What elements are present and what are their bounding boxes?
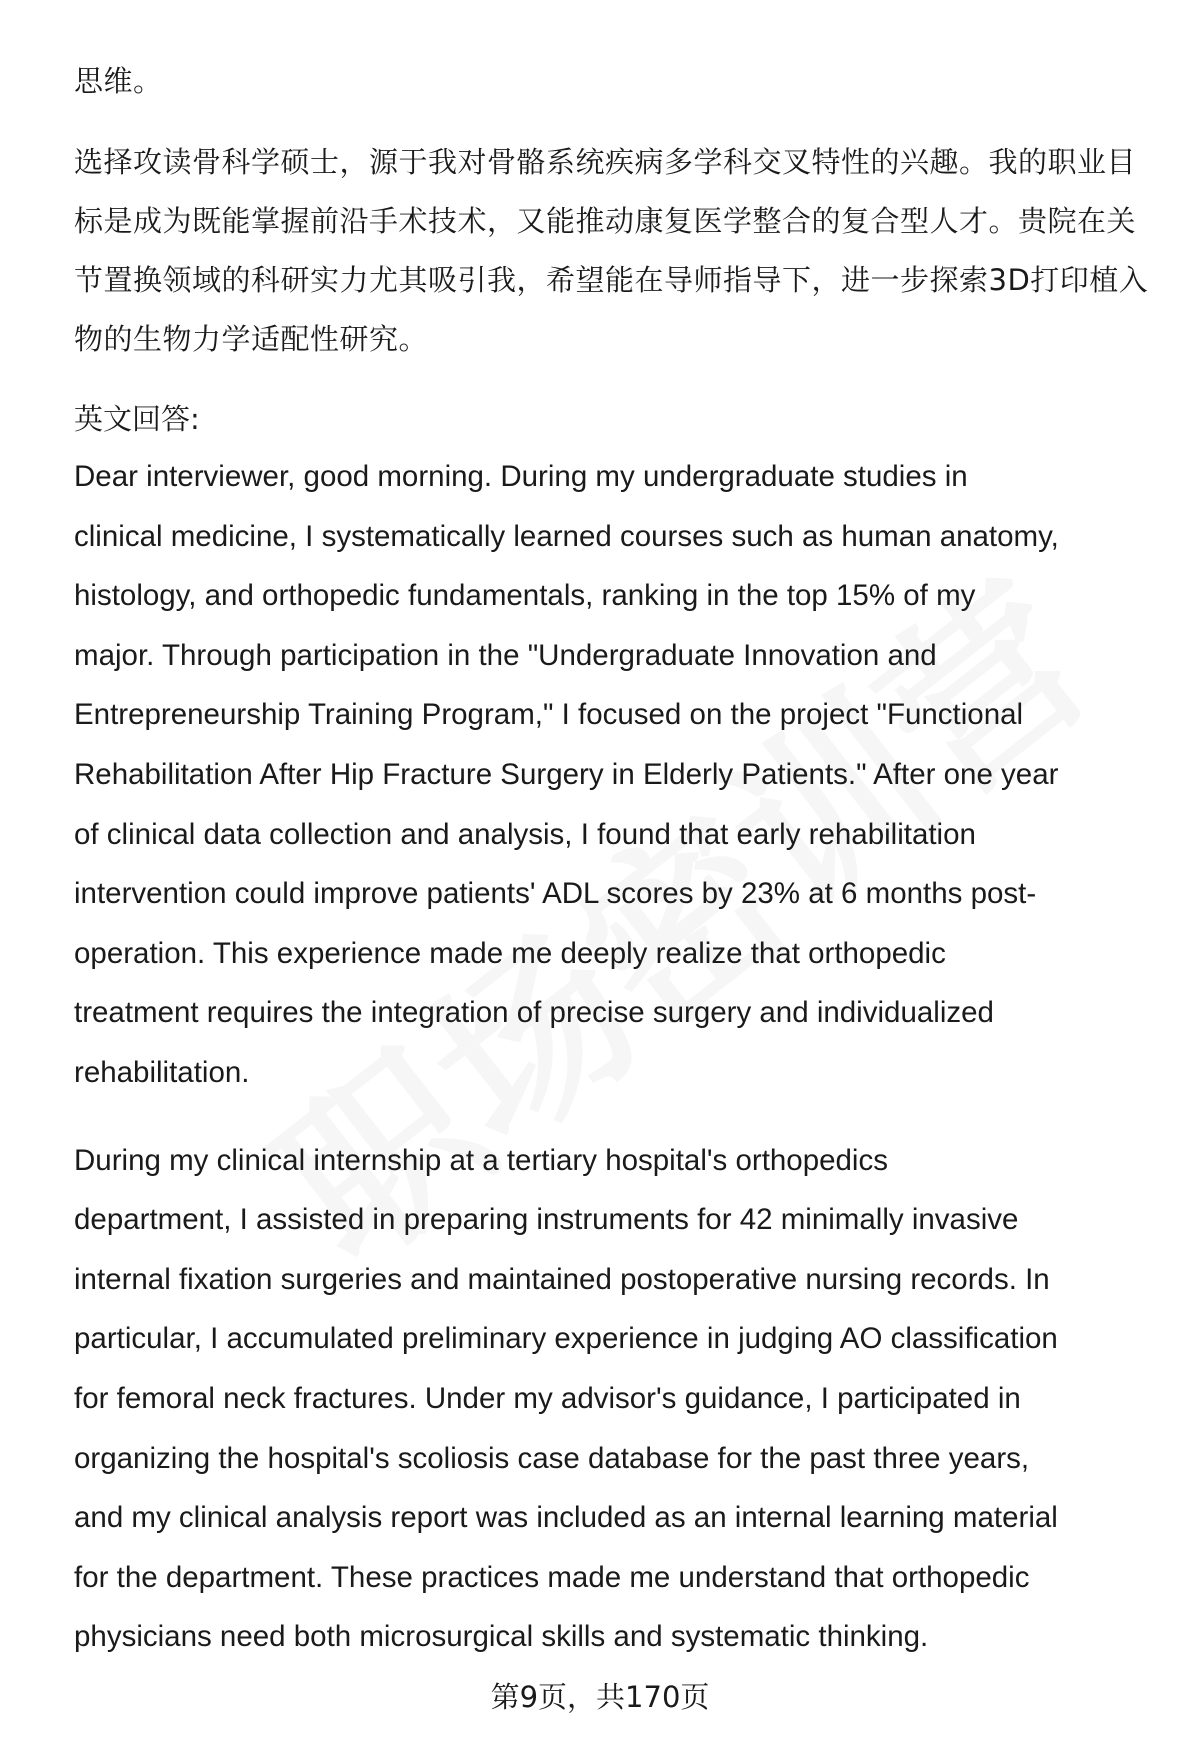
text-line: Entrepreneurship Training Program," I focused on the project "Functional: [74, 698, 1024, 732]
document-body: [74, 52, 1160, 1667]
text-line: 节置换领域的科研实力尤其吸引我，希望能在导师指导下，进一步探索3D打印植入: [74, 263, 1149, 297]
text-line: During my clinical internship at a tertiary hospital's orthopedics: [74, 1143, 888, 1177]
english-answer-heading: 英文回答:: [74, 402, 200, 436]
chinese-fragment: 思维。: [74, 64, 163, 98]
text-line: treatment requires the integration of precise surgery and individualized: [74, 996, 994, 1030]
text-line: department, I assisted in preparing instruments for 42 minimally invasive: [74, 1203, 1019, 1237]
text-line: histology, and orthopedic fundamentals, ranking in the top 15% of my: [74, 579, 976, 613]
text-line: intervention could improve patients' ADL scores by 23% at 6 months post-: [74, 877, 1037, 911]
text-line: for femoral neck fractures. Under my advisor's guidance, I participated in: [74, 1381, 1021, 1415]
text-line: 标是成为既能掌握前沿手术技术，又能推动康复医学整合的复合型人才。贵院在关: [74, 204, 1137, 238]
chinese-paragraph: [74, 133, 1160, 369]
text-line: particular, I accumulated preliminary experience in judging AO classification: [74, 1322, 1058, 1356]
text-line: rehabilitation.: [74, 1055, 250, 1089]
text-line: clinical medicine, I systematically learned courses such as human anatomy,: [74, 519, 1059, 553]
text-line: for the department. These practices made me understand that orthopedic: [74, 1560, 1030, 1594]
text-line: operation. This experience made me deeply realize that orthopedic: [74, 936, 946, 970]
text-line: internal fixation surgeries and maintained postoperative nursing records. In: [74, 1262, 1050, 1296]
english-paragraph-1: [74, 447, 1160, 1103]
text-line: major. Through participation in the "Undergraduate Innovation and: [74, 638, 937, 672]
text-line: of clinical data collection and analysis, I found that early rehabilitation: [74, 817, 976, 851]
text-line: 物的生物力学适配性研究。: [74, 322, 429, 356]
text-line: Rehabilitation After Hip Fracture Surgery in Elderly Patients." After one year: [74, 757, 1059, 791]
text-line: physicians need both microsurgical skills and systematic thinking.: [74, 1620, 929, 1654]
chinese-answer: [74, 52, 1160, 369]
text-line: 选择攻读骨科学硕士，源于我对骨骼系统疾病多学科交叉特性的兴趣。我的职业目: [74, 145, 1137, 179]
english-paragraph-2: [74, 1131, 1160, 1667]
text-line: Dear interviewer, good morning. During my undergraduate studies in: [74, 460, 968, 493]
page-number: 第9页，共170页: [490, 1680, 710, 1714]
text-line: organizing the hospital's scoliosis case database for the past three years,: [74, 1441, 1030, 1475]
text-line: and my clinical analysis report was included as an internal learning material: [74, 1501, 1058, 1535]
